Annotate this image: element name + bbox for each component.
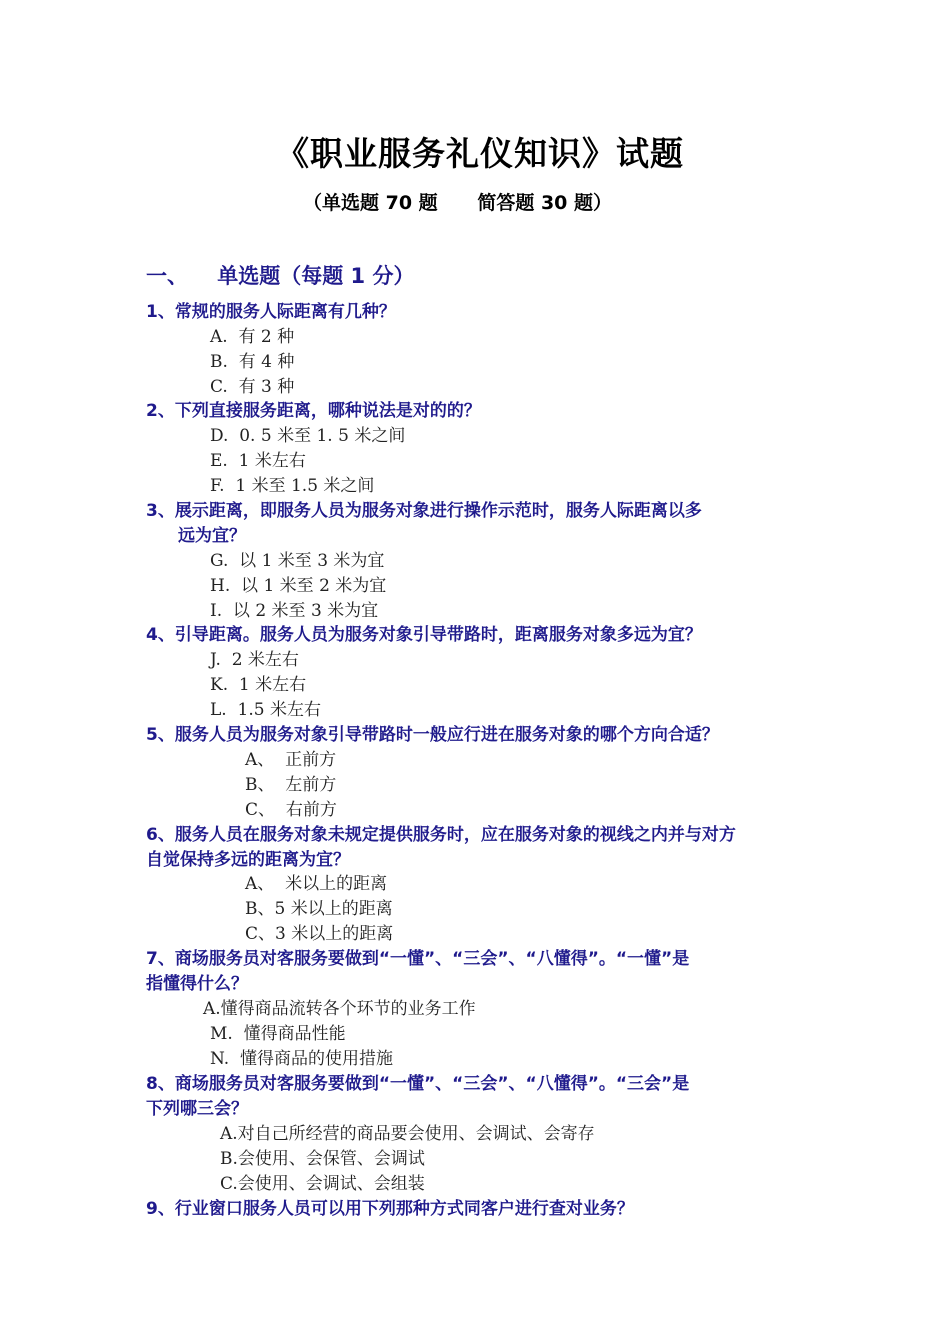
- question-8: [146, 1072, 826, 1122]
- question-6-option-c: C、3 米以上的距离: [245, 924, 394, 944]
- question-3-option-g: G. 以 1 米至 3 米为宜: [210, 551, 385, 571]
- question-2: 2、下列直接服务距离，哪种说法是对的的？: [146, 401, 481, 421]
- question-6-line-2: 自觉保持多远的距离为宜？: [146, 850, 350, 870]
- question-1-option-c: C. 有 3 种: [210, 377, 295, 397]
- question-7-option-m: M. 懂得商品性能: [210, 1024, 346, 1044]
- question-2-option-d: D. 0. 5 米至 1. 5 米之间: [210, 426, 406, 446]
- question-1-option-b: B. 有 4 种: [210, 352, 295, 372]
- question-8-option-b: B.会使用、会保管、会调试: [220, 1149, 425, 1169]
- question-3-option-h: H. 以 1 米至 2 米为宜: [210, 576, 387, 596]
- question-1-option-a: A. 有 2 种: [210, 327, 295, 347]
- question-4-option-k: K. 1 米左右: [210, 675, 307, 695]
- section-heading: 一、 单选题（每题 1 分）: [146, 264, 415, 288]
- question-2-option-e: E. 1 米左右: [210, 451, 306, 471]
- question-9: 9、行业窗口服务人员可以用下列那种方式同客户进行查对业务？: [146, 1199, 634, 1219]
- question-6-option-b: B、5 米以上的距离: [245, 899, 393, 919]
- question-4-option-j: J. 2 米左右: [210, 650, 299, 670]
- question-7: [146, 947, 826, 997]
- question-7-option-a: A.懂得商品流转各个环节的业务工作: [203, 999, 476, 1019]
- question-3: [146, 499, 826, 549]
- question-8-option-a: A.对自己所经营的商品要会使用、会调试、会寄存: [220, 1124, 595, 1144]
- question-2-option-f: F. 1 米至 1.5 米之间: [210, 476, 375, 496]
- question-6: [146, 823, 826, 873]
- page-title: 《职业服务礼仪知识》试题: [276, 134, 684, 173]
- question-3-option-i: I. 以 2 米至 3 米为宜: [210, 601, 379, 621]
- question-5-option-a: A、 正前方: [245, 750, 337, 770]
- question-6-line-1: 6、服务人员在服务对象未规定提供服务时，应在服务对象的视线之内并与对方: [146, 825, 736, 845]
- question-8-line-1: 8、商场服务员对客服务要做到“一懂”、“三会”、“八懂得”。“三会”是: [146, 1074, 690, 1094]
- question-5-option-b: B、 左前方: [245, 775, 337, 795]
- question-4-option-l: L. 1.5 米左右: [210, 700, 321, 720]
- question-8-line-2: 下列哪三会？: [146, 1099, 248, 1119]
- page-subtitle: （单选题 70 题 简答题 30 题）: [302, 192, 613, 214]
- question-7-line-2: 指懂得什么？: [146, 974, 248, 994]
- question-6-option-a: A、 米以上的距离: [245, 874, 388, 894]
- question-5-option-c: C、 右前方: [245, 800, 337, 820]
- question-5: 5、服务人员为服务对象引导带路时一般应行进在服务对象的哪个方向合适？: [146, 725, 719, 745]
- question-3-line-2: 远为宜？: [178, 526, 246, 546]
- question-7-line-1: 7、商场服务员对客服务要做到“一懂”、“三会”、“八懂得”。“一懂”是: [146, 949, 690, 969]
- question-8-option-c: C.会使用、会调试、会组装: [220, 1174, 425, 1194]
- question-4: 4、引导距离。服务人员为服务对象引导带路时，距离服务对象多远为宜？: [146, 625, 702, 645]
- question-1: 1、常规的服务人际距离有几种？: [146, 302, 396, 322]
- question-7-option-n: N. 懂得商品的使用措施: [210, 1049, 393, 1069]
- question-3-line-1: 3、展示距离，即服务人员为服务对象进行操作示范时，服务人际距离以多: [146, 501, 702, 521]
